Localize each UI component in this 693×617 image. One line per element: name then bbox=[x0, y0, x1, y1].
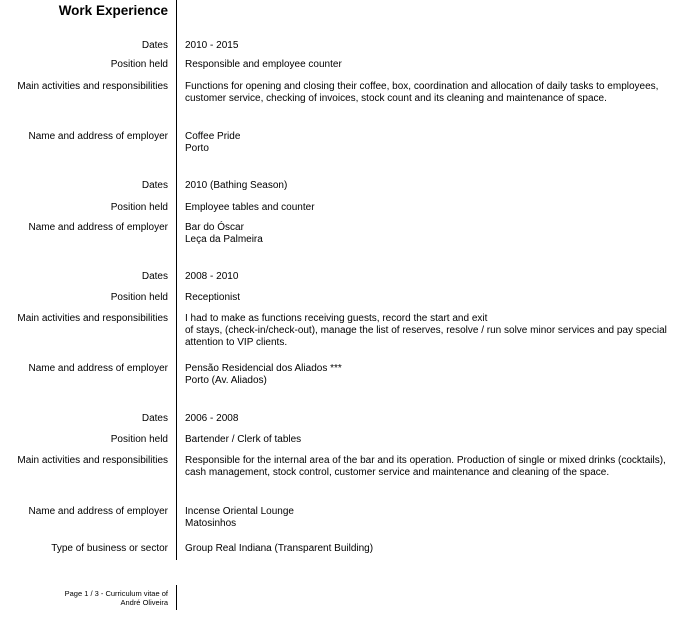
employer-value: Pensão Residencial dos Aliados *** Porto (Av. Aliados) bbox=[185, 363, 342, 386]
employer-value: Coffee Pride Porto bbox=[185, 131, 241, 154]
activities-value: Responsible for the internal area of the bar and its operation. Production of single or mixed drinks (cocktails), cash management, stock control, customer service and maintenance and cleaning of the space. bbox=[185, 455, 666, 478]
activities-label: Main activities and responsibilities bbox=[17, 81, 168, 92]
dates-label: Dates bbox=[141, 180, 168, 191]
section-title: Work Experience bbox=[58, 3, 168, 18]
activities-label: Main activities and responsibilities bbox=[17, 313, 168, 324]
sector-value: Group Real Indiana (Transparent Building) bbox=[185, 543, 374, 554]
page-footer: Page 1 / 3 - Curriculum vitae of André Oliveira bbox=[64, 589, 168, 607]
position-label: Position held bbox=[110, 434, 168, 445]
dates-label: Dates bbox=[141, 413, 168, 424]
activities-value: I had to make as functions receiving guests, record the start and exit of stays, (check-in/check-out), manage the list of reserves, resolve / run solve minor services and pay special attention to VIP clients. bbox=[185, 313, 667, 348]
employer-label: Name and address of employer bbox=[28, 363, 168, 374]
position-value: Responsible and employee counter bbox=[185, 59, 342, 70]
position-value: Employee tables and counter bbox=[185, 202, 315, 213]
position-value: Bartender / Clerk of tables bbox=[185, 434, 302, 445]
dates-value: 2008 - 2010 bbox=[185, 271, 239, 282]
employer-value: Incense Oriental Lounge Matosinhos bbox=[185, 506, 294, 529]
employer-label: Name and address of employer bbox=[28, 506, 168, 517]
dates-label: Dates bbox=[141, 40, 168, 51]
position-label: Position held bbox=[110, 292, 168, 303]
activities-label: Main activities and responsibilities bbox=[17, 455, 168, 466]
position-label: Position held bbox=[110, 202, 168, 213]
dates-label: Dates bbox=[141, 271, 168, 282]
employer-label: Name and address of employer bbox=[28, 131, 168, 142]
footer-divider bbox=[176, 585, 177, 610]
activities-value: Functions for opening and closing their coffee, box, coordination and allocation of daily tasks to employees, customer service, checking of invoices, stock count and its cleaning and maintenance of space. bbox=[185, 81, 659, 104]
dates-value: 2010 (Bathing Season) bbox=[185, 180, 288, 191]
dates-value: 2006 - 2008 bbox=[185, 413, 239, 424]
sector-label: Type of business or sector bbox=[51, 543, 168, 554]
dates-value: 2010 - 2015 bbox=[185, 40, 239, 51]
employer-label: Name and address of employer bbox=[28, 222, 168, 233]
employer-value: Bar do Óscar Leça da Palmeira bbox=[185, 222, 263, 245]
position-value: Receptionist bbox=[185, 292, 241, 303]
position-label: Position held bbox=[110, 59, 168, 70]
column-divider bbox=[176, 0, 177, 560]
